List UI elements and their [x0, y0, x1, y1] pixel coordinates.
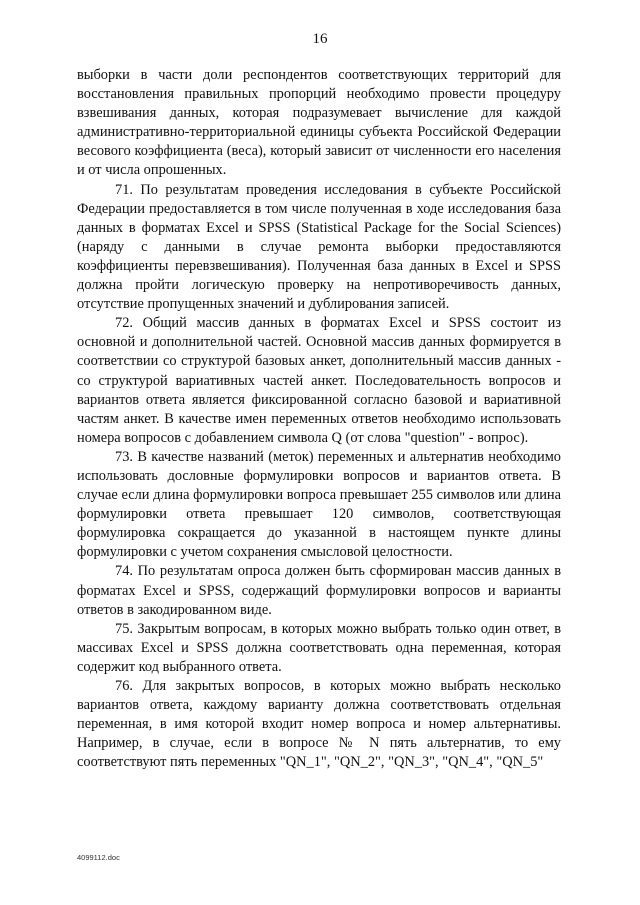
document-file-reference: 4099112.doc [77, 853, 120, 862]
page-number: 16 [312, 31, 328, 47]
paragraph-72: 72. Общий массив данных в форматах Excel и SPSS состоит из основной и дополнительной частей. Основной массив данных формируется в соответствии со структурой базовых анкет, дополнительный массив данных - со структурой вариативных частей анкет. Последовательность вопросов и вариантов ответа является фиксированной согласно базовой и вариативной частям анкет. В качестве имен переменных ответов необходимо использовать номера вопросов с добавлением символа Q (от слова "question" - вопрос). [77, 315, 561, 446]
paragraph-74: 74. По результатам опроса должен быть сформирован массив данных в форматах Excel и SPSS, содержащий формулировки вопросов и варианты ответов в закодированном виде. [77, 563, 561, 618]
document-body [77, 66, 561, 772]
paragraph-71: 71. По результатам проведения исследования в субъекте Российской Федерации предоставляется в том числе полученная в ходе исследования база данных в форматах Excel и SPSS (Statistical Package for the Social Sciences) (наряду с данными в случае ремонта выборки предоставляются коэффициенты перевзвешивания). Полученная база данных в Excel и SPSS должна пройти логическую проверку на непротиворечивость данных, отсутствие пропущенных значений и дублирования записей. [77, 181, 561, 313]
paragraph-76: 76. Для закрытых вопросов, в которых можно выбрать несколько вариантов ответа, каждому варианту должна соответствовать отдельная переменная, в имя которой входит номер вопроса и номер альтернативы. Например, в случае, если в вопросе № N пять альтернатив, то ему соответствуют пять переменных "QN_1", "QN_2", "QN_3", "QN_4", "QN_5" [77, 678, 561, 771]
paragraph-73: 73. В качестве названий (меток) переменных и альтернатив необходимо использовать дословные формулировки вопросов и вариантов ответа. В случае если длина формулировки вопроса превышает 255 символов или длина формулировки ответа превышает 120 символов, соответствующая формулировка сокращается до указанной в настоящем пункте длины формулировки с учетом сохранения смысловой целостности. [77, 448, 561, 561]
paragraph-75: 75. Закрытым вопросам, в которых можно выбрать только один ответ, в массивах Excel и SPSS должна соответствовать одна переменная, которая содержит код выбранного ответа. [77, 620, 561, 675]
paragraph-continuation: выборки в части доли респондентов соответствующих территорий для восстановления правильных пропорций необходимо провести процедуру взвешивания данных, которая подразумевает вычисление для каждой административно-территориальной единицы субъекта Российской Федерации весового коэффициента (веса), который зависит от численности его населения и от числа опрошенных. [77, 67, 561, 179]
